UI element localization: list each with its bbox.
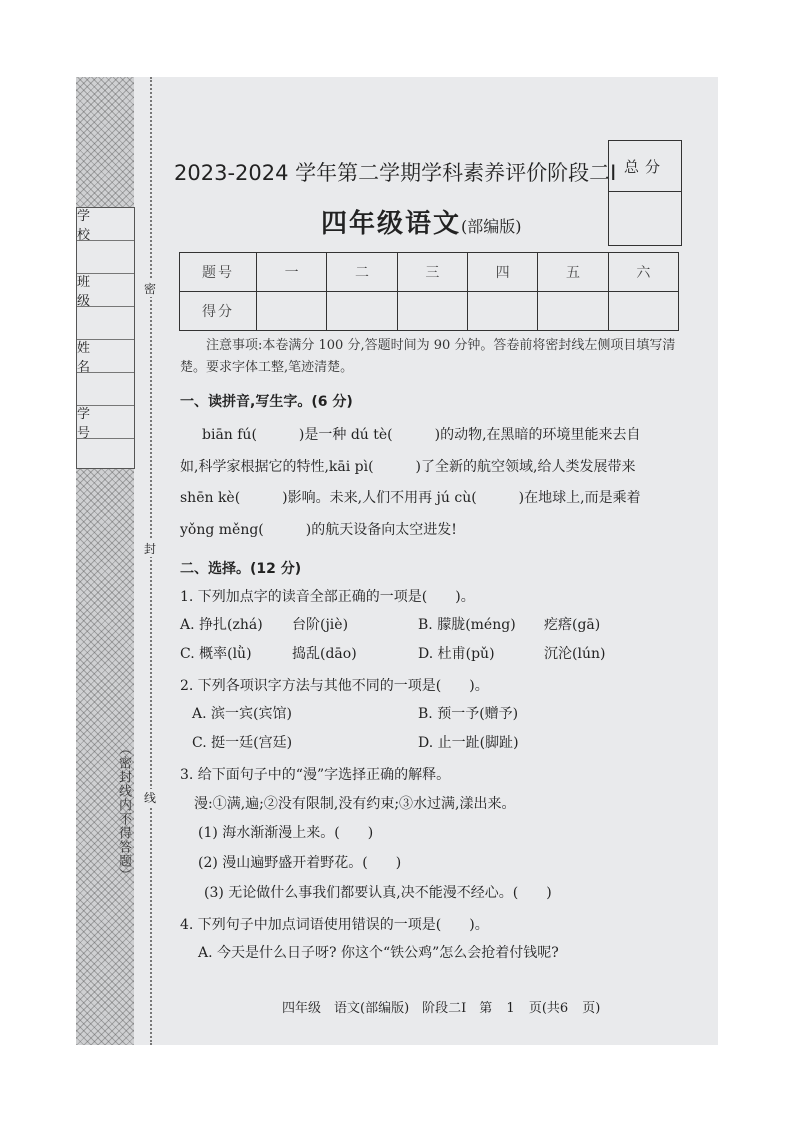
table-cell: 二 [327, 253, 397, 292]
q1-stem: 1. 下列加点字的读音全部正确的一项是( )。 [180, 589, 475, 605]
q1-option-a2: 台阶(jiè) [292, 617, 349, 633]
q3-item: (2) 漫山遍野盛开着野花。( ) [198, 855, 402, 871]
seal-char-mi: 密 [144, 282, 157, 296]
q2-stem: 2. 下列各项识字方法与其他不同的一项是( )。 [180, 678, 489, 694]
section2-heading: 二、选择。(12 分) [180, 561, 302, 577]
question-number-header: 题号 [180, 253, 257, 292]
notice-text: 注意事项:本卷满分 100 分,答题时间为 90 分钟。答卷前将密封线左侧项目填写清楚。要求字体工整,笔迹清楚。 [180, 338, 676, 375]
edition-label: (部编版) [461, 217, 522, 236]
field-name-blank[interactable] [77, 373, 134, 406]
field-class: 班 级 [77, 274, 134, 307]
q2-option-b[interactable]: B. 预一予(赠予) [418, 706, 519, 722]
q1-option-d2: 沉沦(lún) [544, 646, 606, 662]
exam-subtitle [321, 203, 522, 240]
seal-dotted-line [150, 77, 152, 1045]
total-score-blank[interactable] [609, 192, 681, 244]
score-cell[interactable] [608, 292, 678, 331]
q3-item: (1) 海水渐渐漫上来。( ) [198, 825, 374, 841]
table-cell: 六 [608, 253, 678, 292]
q1-option-b1[interactable]: B. 朦胧(méng) [418, 617, 516, 633]
table-cell: 四 [467, 253, 537, 292]
q1-option-c1[interactable]: C. 概率(lǜ) [180, 646, 252, 662]
table-row [180, 253, 679, 292]
q2-option-d[interactable]: D. 止一趾(脚趾) [418, 735, 519, 751]
q1-option-c2: 捣乱(dāo) [292, 646, 357, 662]
page-footer: 四年级 语文(部编版) 阶段二I 第 1 页(共6 页) [282, 1001, 601, 1016]
score-table [179, 252, 679, 331]
q1-option-b2: 疙瘩(gā) [544, 617, 601, 633]
pinyin-line: yǒng měng( )的航天设备向太空进发! [180, 521, 457, 538]
total-score-label: 总分 [609, 141, 681, 192]
field-student-id-blank[interactable] [77, 439, 134, 471]
seal-char-feng: 封 [144, 542, 157, 556]
q2-option-c[interactable]: C. 挺一廷(宫廷) [192, 735, 293, 751]
q1-option-a1[interactable]: A. 挣扎(zhá) [180, 617, 263, 633]
seal-warning: （密封线内不得答题） [116, 742, 131, 882]
score-header: 得分 [180, 292, 257, 331]
field-school: 学 校 [77, 208, 134, 241]
seal-char-xian: 线 [144, 791, 157, 805]
score-cell[interactable] [467, 292, 537, 331]
q2-option-a[interactable]: A. 滨一宾(宾馆) [192, 706, 292, 722]
exam-body [180, 335, 685, 963]
score-cell[interactable] [538, 292, 608, 331]
pinyin-line: biān fú( )是一种 dú tè( )的动物,在黑暗的环境里能来去自 [202, 427, 641, 443]
table-cell: 五 [538, 253, 608, 292]
q4-option-a[interactable]: A. 今天是什么日子呀? 你这个“铁公鸡”怎么会抢着付钱呢? [198, 945, 559, 961]
q1-options-row1 [180, 615, 685, 635]
q2-options-row1 [180, 704, 685, 724]
field-student-id: 学 号 [77, 406, 134, 439]
field-name: 姓 名 [77, 340, 134, 373]
exam-title: 2023-2024 学年第二学期学科素养评价阶段二I [174, 161, 617, 185]
q2-options-row2 [180, 733, 685, 753]
q4-stem: 4. 下列句子中加点词语使用错误的一项是( )。 [180, 917, 489, 933]
pinyin-line: shēn kè( )影响。未来,人们不用再 jú cù( )在地球上,而是乘着 [180, 490, 641, 506]
table-row [180, 292, 679, 331]
student-info-box [76, 207, 135, 469]
total-score-box [608, 140, 682, 246]
q1-option-d1[interactable]: D. 杜甫(pǔ) [418, 646, 495, 662]
score-cell[interactable] [257, 292, 327, 331]
table-cell: 三 [397, 253, 467, 292]
score-cell[interactable] [327, 292, 397, 331]
field-class-blank[interactable] [77, 307, 134, 340]
q3-stem: 3. 给下面句子中的“漫”字选择正确的解释。 [180, 767, 451, 783]
table-cell: 一 [257, 253, 327, 292]
field-school-blank[interactable] [77, 241, 134, 274]
binding-margin [76, 77, 134, 1045]
q1-options-row2 [180, 644, 685, 664]
score-cell[interactable] [397, 292, 467, 331]
q3-item: (3) 无论做什么事我们都要认真,决不能漫不经心。( ) [204, 885, 552, 901]
section1-heading: 一、读拼音,写生字。(6 分) [180, 394, 353, 410]
pinyin-line: 如,科学家根据它的特性,kāi pì( )了全新的航空领域,给人类发展带来 [180, 458, 636, 475]
exam-paper [76, 77, 718, 1045]
q3-definition: 漫:①满,遍;②没有限制,没有约束;③水过满,漾出来。 [194, 796, 516, 812]
subject-label: 四年级语文 [321, 209, 462, 239]
